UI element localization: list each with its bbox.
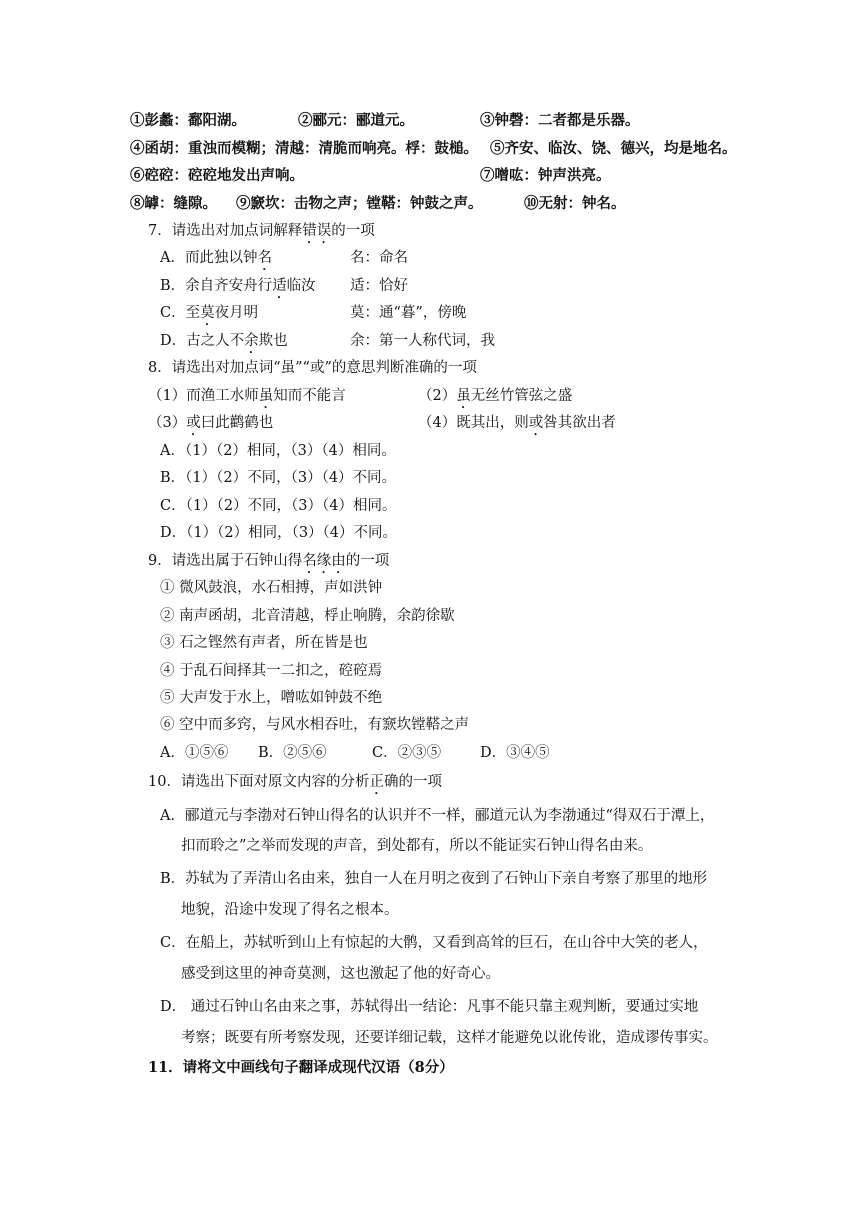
q10-stem: 10．请选出下面对原文内容的分析正确的一项 <box>148 774 442 790</box>
q9-item-4: ④ 于乱石间择其一二扣之，硿硿焉 <box>160 663 383 679</box>
q9-option-c: C．②③⑤ <box>372 745 442 761</box>
note-10: ⑩无射：钟名。 <box>524 195 626 212</box>
note-4: ④函胡：重浊而模糊；清越：清脆而响亮。桴：鼓槌。 <box>130 140 478 157</box>
q8-item-1: （1）而渔工水师虽知而不能言 <box>148 388 346 404</box>
q9-item-5: ⑤ 大声发于水上，噌吰如钟鼓不绝 <box>160 690 383 706</box>
q7-option-d: D．古之人不余欺也 <box>160 333 288 349</box>
note-9: ⑨窾坎：击物之声；镗鞳：钟鼓之声。 <box>236 195 483 212</box>
note-5: ⑤齐安、临汝、饶、德兴，均是地名。 <box>490 140 737 157</box>
note-6: ⑥硿硿：硿硿地发出声响。 <box>130 167 304 184</box>
q8-item-4: （4）既其出，则或咎其欲出者 <box>418 415 616 431</box>
q8-option-d: D．（1）（2）相同，（3）（4）不同。 <box>160 525 398 541</box>
q10-option-c-line1: C．在船上，苏轼听到山上有惊起的大鹘，又看到高耸的巨石，在山谷中大笑的老人， <box>160 935 708 951</box>
q8-item-3: （3）或曰此鹳鹤也 <box>148 415 274 431</box>
q10-option-c-line2: 感受到这里的神奇莫测，这也激起了他的好奇心。 <box>181 966 500 982</box>
q8-option-b: B．（1）（2）不同，（3）（4）不同。 <box>160 470 397 486</box>
q10-option-d-line2: 考察；既要有所考察发现，还要详细记载，这样才能避免以讹传讹，造成谬传事实。 <box>181 1030 718 1046</box>
q9-item-2: ② 南声函胡，北音清越，桴止响腾，余韵徐歇 <box>160 608 455 624</box>
q7-stem: 7．请选出对加点词解释错误的一项 <box>148 223 375 239</box>
q8-item-2: （2）虽无丝竹管弦之盛 <box>418 388 573 404</box>
q10-option-b-line1: B．苏轼为了弄清山名由来，独自一人在月明之夜到了石钟山下亲自考察了那里的地形 <box>160 871 708 887</box>
q9-item-3: ③ 石之铿然有声者，所在皆是也 <box>160 635 368 651</box>
note-7: ⑦噌吰：钟声洪亮。 <box>480 167 611 184</box>
q10-option-b-line2: 地貌，沿途中发现了得名之根本。 <box>181 902 399 918</box>
q7-gloss-b: 适：恰好 <box>350 278 408 294</box>
q11-stem: 11．请将文中画线句子翻译成现代汉语（8分） <box>148 1059 454 1076</box>
q9-option-b: B．②⑤⑥ <box>258 745 327 761</box>
q9-option-d: D．③④⑤ <box>480 745 550 761</box>
q10-option-a-line1: A．郦道元与李渤对石钟山得名的认识并不一样，郦道元认为李渤通过“得双石于潭上， <box>160 808 715 824</box>
q7-gloss-a: 名：命名 <box>350 250 408 266</box>
q8-option-a: A．（1）（2）相同，（3）（4）相同。 <box>160 443 396 459</box>
q9-item-6: ⑥ 空中而多窍，与风水相吞吐，有窾坎镗鞳之声 <box>160 717 470 733</box>
note-8: ⑧罅：缝隙。 <box>130 195 217 212</box>
q10-option-a-line2: 扣而聆之”之举而发现的声音，到处都有，所以不能证实石钟山得名由来。 <box>181 838 653 854</box>
q9-item-1: ① 微风鼓浪，水石相搏，声如洪钟 <box>160 580 383 596</box>
note-2: ②郦元：郦道元。 <box>298 112 414 129</box>
q7-gloss-c: 莫：通“暮”，傍晚 <box>350 305 467 321</box>
q9-option-a: A．①⑤⑥ <box>160 745 229 761</box>
q7-gloss-d: 余：第一人称代词，我 <box>350 333 495 349</box>
q7-option-c: C．至莫夜月明 <box>160 305 259 321</box>
q7-option-a: A．而此独以钟名 <box>160 250 272 266</box>
q7-option-b: B．余自齐安舟行适临汝 <box>160 278 316 294</box>
q8-option-c: C．（1）（2）不同，（3）（4）相同。 <box>160 498 397 514</box>
q9-options <box>160 742 550 764</box>
q9-stem: 9．请选出属于石钟山得名缘由的一项 <box>148 553 390 569</box>
q10-option-d-line1: D． 通过石钟山名由来之事，苏轼得出一结论：凡事不能只靠主观判断，要通过实地 <box>160 999 699 1015</box>
note-3: ③钟磬：二者都是乐器。 <box>480 112 640 129</box>
q8-stem: 8．请选出对加点词“虽”“或”的意思判断准确的一项 <box>148 360 477 376</box>
note-1: ①彭蠡：鄱阳湖。 <box>130 112 246 129</box>
